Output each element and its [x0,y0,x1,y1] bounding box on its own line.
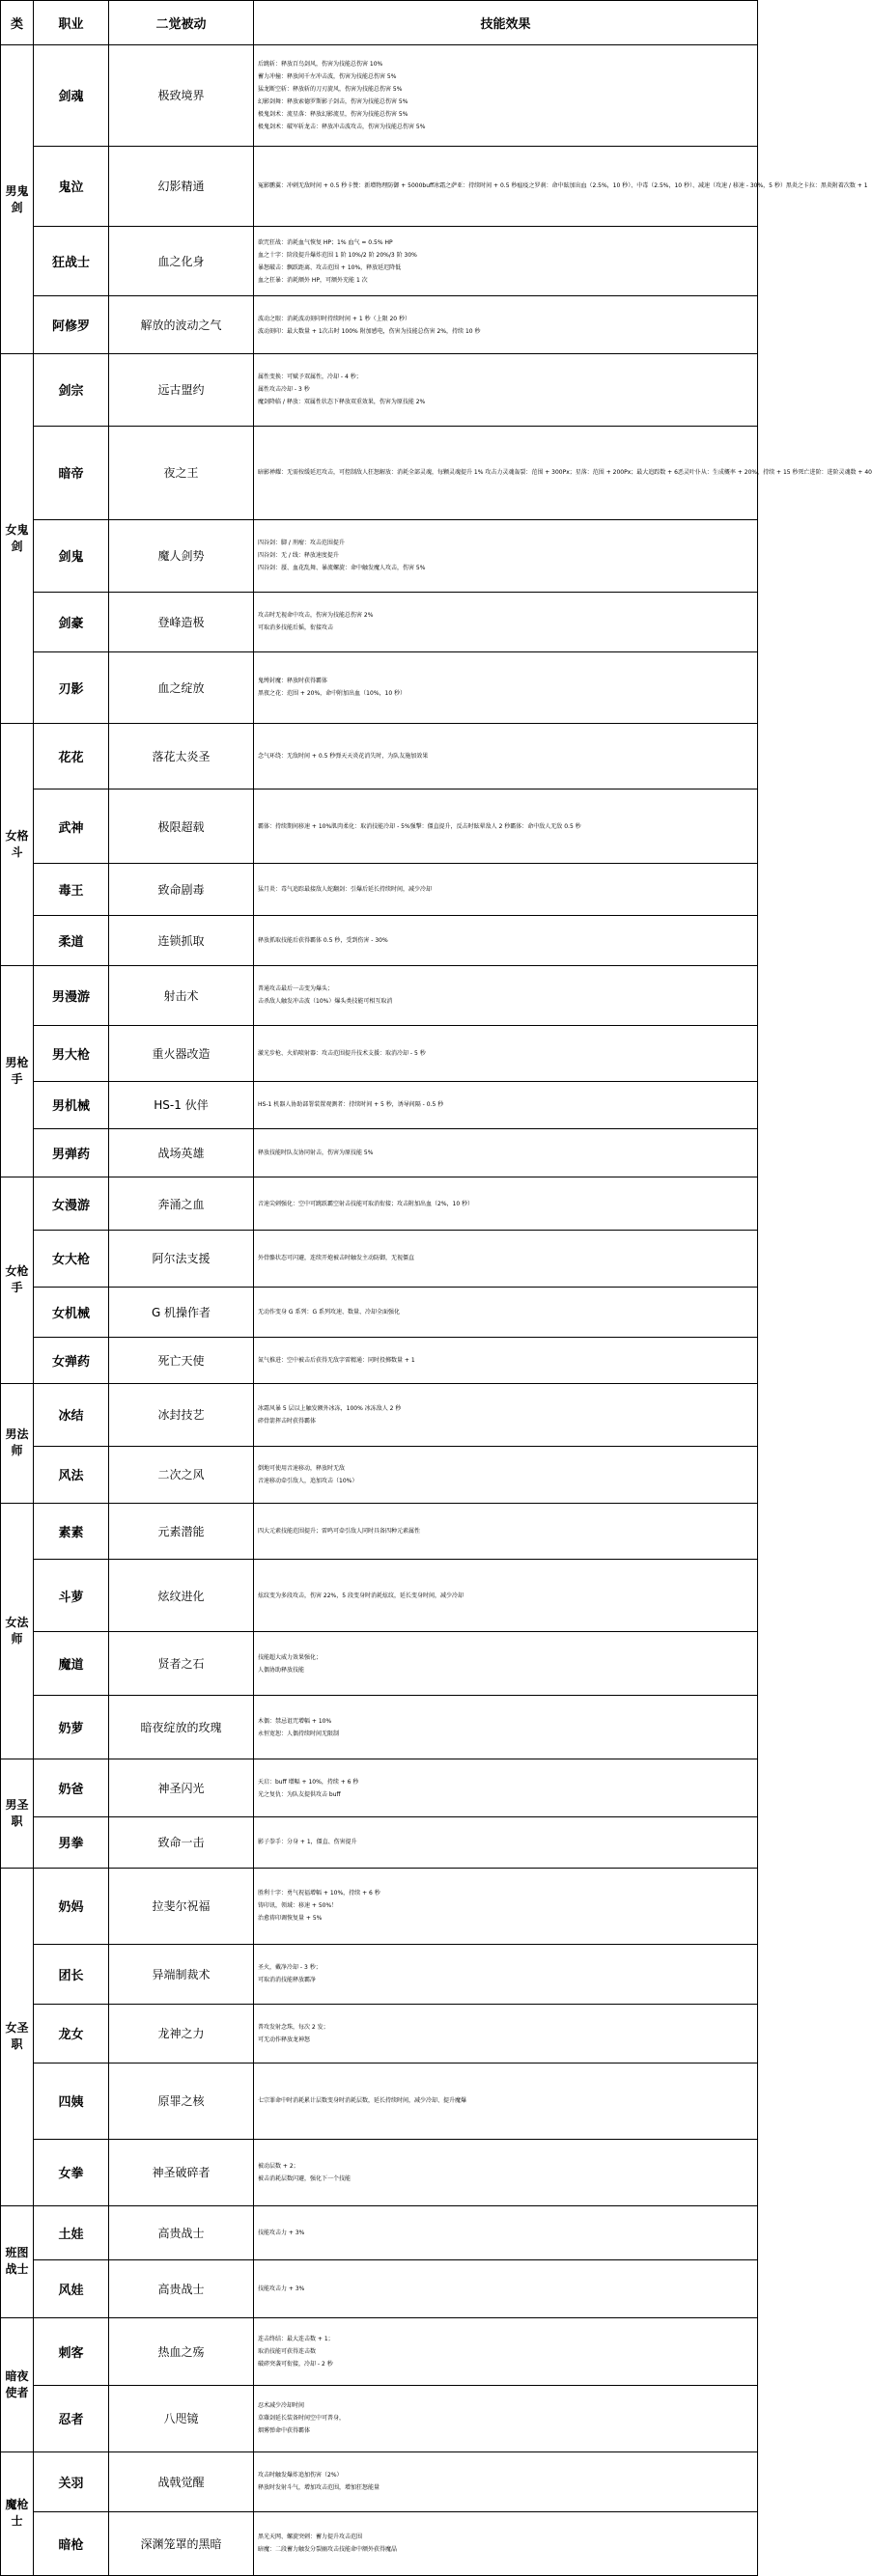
effect-line: 音速移动牵引敌人，追加攻击（10%） [258,1477,358,1484]
table-row [1,2385,758,2451]
job-cell: 女机械 [34,1287,109,1338]
effect-cell [254,651,758,723]
effect-cell [254,1632,758,1696]
effect-line: 外骨骼状态可闪避，连续开炮被击时触发主动防御，无视僵直 [258,1255,415,1262]
passive-cell: 夜之王 [109,427,254,519]
effect-line: 激光步枪、火焰喷射器：攻击范围提升技术支援：取消冷却 - 5 秒 [258,1049,426,1057]
effect-cell [254,1081,758,1128]
table-row [1,2005,758,2064]
job-cell: 奶妈 [34,1868,109,1944]
category-cell: 暗夜使者 [1,2317,34,2451]
effect-cell [254,1025,758,1081]
table-row [1,146,758,226]
job-cell: 暗帝 [34,427,109,519]
effect-cell [254,2140,758,2206]
effect-line: 铸印讯，领域：移速 + 50%！ [258,1902,338,1910]
effect-cell [254,427,872,519]
effect-line: 光之复仇：为队友提供攻击 buff [258,1790,341,1798]
table-row [1,1338,758,1384]
passive-cell: 拉斐尔祝福 [109,1868,254,1944]
effect-cell [254,1560,758,1632]
job-cell: 风娃 [34,2260,109,2317]
effect-cell [254,226,758,296]
table-row [1,1446,758,1503]
passive-cell: 高贵战士 [109,2205,254,2260]
passive-cell: 二次之风 [109,1446,254,1503]
effect-cell [254,146,868,226]
header-row [1,1,758,45]
effect-line: 技能超大威力效果强化； [258,1653,323,1661]
table-row [1,1816,758,1868]
passive-cell: 幻影精通 [109,146,254,226]
passive-cell: G 机操作者 [109,1287,254,1338]
passive-cell: 血之化身 [109,226,254,296]
effect-line: 普通攻击最后一击变为爆头； [258,985,334,993]
job-cell: 土娃 [34,2205,109,2260]
table-row [1,2317,758,2385]
category-cell: 女格斗 [1,723,34,965]
effect-cell [254,1816,758,1868]
effect-cell [254,916,758,966]
passive-cell: 奔涌之血 [109,1177,254,1230]
job-cell: 暗枪 [34,2511,109,2575]
effect-line: 草薙剑延长装备时间空中可普身， [258,2415,346,2423]
table-row [1,1944,758,2004]
effect-line: 波动刻印：最大数量 + 1次击时 100% 附加感电，伤害为技能总伤害 2%，持续 10 秒 [258,327,481,335]
effect-line: 四谷剑：无 / 线：释放速度提升 [258,552,339,560]
effect-cell [254,965,758,1025]
job-cell: 男机械 [34,1081,109,1128]
passive-cell: 八咫镜 [109,2385,254,2451]
effect-line: 后跳斩：释放百鸟剑风，伤害为技能总伤害 10% [258,60,383,68]
effect-cell [254,2385,758,2451]
category-cell: 女圣职 [1,1868,34,2205]
effect-line: HS-1 机器人协助部署装置观测者：持续时间 + 5 秒，诱导间隔 - 0.5 秒 [258,1101,444,1109]
effect-line: 暗影禅耀：无需按缓延迟攻击，可控制敌人狂怒解放：消耗全部灵魂，每颗灵魂提升 1% 攻击力灵魂轰裂：范围 + 300Px；星落：范围 + 200Px；最大追踪数 + 6恶灵叶仆从：生成概率 + 20%，持续 + 15 秒死亡进阶：进阶灵魂数 + 40 [258,469,872,477]
passive-cell: 异端制裁术 [109,1944,254,2004]
effect-cell [254,353,758,426]
effect-line: 释放抓取技能后获得霸体 0.5 秒，受到伤害 - 30% [258,936,388,944]
job-cell: 剑鬼 [34,519,109,592]
effect-cell [254,1868,758,1944]
effect-cell [254,1944,758,2004]
effect-line: 被击消耗层数闪避，强化下一个技能 [258,2174,352,2182]
table-row [1,592,758,651]
effect-cell [254,2205,758,2260]
effect-cell [254,592,758,651]
passive-cell: 神圣破碎者 [109,2140,254,2206]
category-cell: 男鬼剑 [1,45,34,354]
effect-line: 击杀敌人触发冲击波（10%）爆头类技能可相互取消 [258,998,393,1006]
job-cell: 团长 [34,1944,109,2004]
table-row [1,1287,758,1338]
passive-cell: 深渊笼罩的黑暗 [109,2511,254,2575]
table-row [1,723,758,789]
passive-cell: 落花太炎圣 [109,723,254,789]
effect-line: 欲咒狂战：消耗血气恢复 HP；1% 血气 = 0.5% HP [258,238,393,246]
effect-line: 释放技能时队友协同射击，伤害为原技能 5% [258,1149,374,1156]
table-row [1,2511,758,2575]
job-cell: 冰结 [34,1383,109,1446]
effect-line: 猛龙断空斩：释放斩的刀刃旋风，伤害为技能总伤害 5% [258,85,403,93]
table-row [1,1632,758,1696]
table-row [1,519,758,592]
effect-line: 魔剑降临 / 释放：双属性状态下释放双重效果，伤害为原技能 2% [258,399,426,406]
effect-line: 人偶协助释放技能 [258,1666,305,1674]
table-row [1,1696,758,1759]
job-cell: 奶爸 [34,1759,109,1816]
effect-cell [254,1338,758,1384]
effect-line: 释放时发射斗气，增加攻击范围，增加狂怒能量 [258,2484,380,2492]
passive-cell: 热血之殇 [109,2317,254,2385]
effect-cell [254,1177,758,1230]
effect-line: 蓄力冲撞：释放间千左冲击波，伤害为技能总伤害 5% [258,72,397,80]
effect-cell [254,519,758,592]
table-row [1,1128,758,1177]
effect-line: 倒地可使用音速移动，释放时无敌 [258,1464,346,1472]
table-row [1,1231,758,1287]
table-row [1,1025,758,1081]
category-cell: 女鬼剑 [1,353,34,723]
table-row [1,2063,758,2139]
effect-line: 烟雾弹命中获得霸体 [258,2427,311,2435]
effect-line: 木偶：禁忌诅咒增幅 + 10% [258,1717,332,1725]
job-cell: 刺客 [34,2317,109,2385]
table-row [1,2140,758,2206]
effect-line: 幻影剑舞：释放索德罗斯影子剑击，伤害为技能总伤害 5% [258,97,408,105]
effect-line: 攻击时无视命中攻击，伤害为技能总伤害 2% [258,612,374,620]
job-cell: 男大枪 [34,1025,109,1081]
effect-cell [254,789,758,864]
passive-cell: 炫纹进化 [109,1560,254,1632]
job-cell: 龙女 [34,2005,109,2064]
effect-line: 破碎突袭可衔接，冷却 - 2 秒 [258,2360,333,2368]
effect-line: 氮气推进：空中被击后获得无敌字雷精通：同时投掷数量 + 1 [258,1357,415,1365]
table-row [1,226,758,296]
job-cell: 鬼泣 [34,146,109,226]
effect-line: 可无动作释放龙神怒 [258,2036,311,2043]
effect-line: 连击终结：最大连击数 + 1； [258,2335,334,2342]
effect-cell [254,1759,758,1816]
passive-cell: 血之绽放 [109,651,254,723]
effect-line: 四大元素技能范围提升；雷鸣可牵引敌人同时具备四种元素属性 [258,1528,421,1536]
table-row [1,296,758,353]
effect-line: 胜利十字：勇气祝福增幅 + 10%，持续 + 6 秒 [258,1890,380,1897]
job-cell: 四姨 [34,2063,109,2139]
effect-cell [254,2005,758,2064]
effect-line: 技能攻击力 + 3% [258,2230,305,2237]
effect-line: 炫纹变为多段攻击，伤害 22%，5 段变身时消耗炫纹，延长变身时间，减少冷却 [258,1592,464,1599]
effect-line: 鬼缚封魔：释放时获得霸体 [258,678,328,685]
passive-cell: 冰封技艺 [109,1383,254,1446]
job-cell: 男漫游 [34,965,109,1025]
effect-line: 四谷剑：蜃、血花乱舞、暴流螺旋：命中触发魔人攻击，伤害 5% [258,565,426,572]
passive-cell: 重火器改造 [109,1025,254,1081]
effect-line: 普攻发射念珠，每次 2 发； [258,2023,329,2031]
effect-cell [254,864,758,916]
effect-line: 极鬼剑术：破军斩龙击：释放冲击波攻击，伤害为技能总伤害 5% [258,123,426,130]
table-row [1,2451,758,2511]
job-cell: 毒王 [34,864,109,916]
job-cell: 素素 [34,1504,109,1560]
table-row [1,427,758,519]
category-cell: 魔枪士 [1,2451,34,2575]
passive-cell: 阿尔法支援 [109,1231,254,1287]
passive-cell: 致命剧毒 [109,864,254,916]
effect-line: 属性变换：可赋予双属性，冷却 - 4 秒； [258,374,362,381]
passive-cell: 远古盟约 [109,353,254,426]
effect-line: 技能攻击力 + 3% [258,2285,305,2293]
effect-cell [254,1383,758,1446]
effect-line: 攻击时触发爆炸追加伤害（2%） [258,2472,343,2479]
effect-cell [254,1287,758,1338]
passive-cell: 解放的波动之气 [109,296,254,353]
job-cell: 刃影 [34,651,109,723]
job-cell: 忍者 [34,2385,109,2451]
job-cell: 奶萝 [34,1696,109,1759]
job-cell: 女大枪 [34,1231,109,1287]
effect-line: 被动层数 + 2； [258,2162,299,2170]
category-cell: 女枪手 [1,1177,34,1383]
effect-cell [254,2511,758,2575]
passive-cell: 射击术 [109,965,254,1025]
effect-cell [254,2063,758,2139]
effect-line: 音速尖刺强化：空中可跳跃霸空射击技能可取消衔接；攻击附加出血（2%，10 秒） [258,1200,474,1207]
effect-line: 念气环绕：无敌时间 + 0.5 秒弹天天炎花消失时，为队友施加效果 [258,753,429,761]
effect-cell [254,45,758,146]
table-row [1,45,758,146]
passive-cell: 战戟觉醒 [109,2451,254,2511]
effect-line: 无动作变身 G 系列：G 系列攻速、数量、冷却全面强化 [258,1308,401,1316]
table-row [1,864,758,916]
effect-cell [254,1231,758,1287]
effect-cell [254,2260,758,2317]
passive-cell: 极致境界 [109,45,254,146]
effect-line: 暴怒破击：飘跃距离、攻击范围 + 10%，释放延迟降低 [258,263,402,271]
effect-line: 治愈祷印调恢复量 + 5% [258,1915,323,1923]
job-cell: 阿修罗 [34,296,109,353]
table-row [1,2260,758,2317]
job-cell: 关羽 [34,2451,109,2511]
table-row [1,1560,758,1632]
passive-cell: 龙神之力 [109,2005,254,2064]
table-row [1,1383,758,1446]
job-cell: 柔道 [34,916,109,966]
passive-cell: 登峰造极 [109,592,254,651]
passive-cell: 元素潜能 [109,1504,254,1560]
passive-cell: HS-1 伙伴 [109,1081,254,1128]
effect-line: 圣火，戴净冷却 - 3 秒； [258,1964,322,1972]
passive-cell: 致命一击 [109,1816,254,1868]
job-cell: 女拳 [34,2140,109,2206]
effect-line: 可取消多技能后摇，衔接攻击 [258,624,334,632]
effect-line: 四谷剑：脚 / 刑瘤：攻击范围提升 [258,540,345,547]
passive-cell: 原罪之核 [109,2063,254,2139]
job-cell: 男拳 [34,1816,109,1868]
table-row [1,651,758,723]
job-cell: 剑宗 [34,353,109,426]
passive-cell: 极限超载 [109,789,254,864]
job-cell: 风法 [34,1446,109,1503]
header-passive: 二觉被动 [109,1,254,45]
effect-cell [254,1128,758,1177]
effect-line: 永恒宽恕：人偶持续时间无限制 [258,1730,340,1737]
effect-line: 属性攻击冷却 - 3 秒 [258,386,310,394]
effect-line: 忍术减少冷却时间 [258,2402,305,2410]
category-cell: 班图战士 [1,2205,34,2317]
effect-line: 波动之眼：消耗波动刻印时持续时间 + 1 秒（上限 20 秒） [258,315,411,322]
job-cell: 武神 [34,789,109,864]
effect-cell [254,1504,758,1560]
effect-cell [254,2451,758,2511]
passive-cell: 魔人剑势 [109,519,254,592]
effect-cell [254,2317,758,2385]
job-cell: 狂战士 [34,226,109,296]
passive-cell: 高贵战士 [109,2260,254,2317]
effect-line: 天启：buff 增幅 + 10%，持续 + 6 秒 [258,1778,359,1786]
effect-line: 血之十字：阶段提升爆炸范围 1 阶 10%/2 阶 20%/3 阶 30% [258,251,417,259]
category-cell: 男法师 [1,1383,34,1503]
effect-line: 暗魔：二段蓄力触发分裂幽攻击技能命中额外获得魔晶 [258,2546,398,2554]
category-cell: 男枪手 [1,965,34,1177]
table-row [1,353,758,426]
effect-line: 冤影鹏翼：冲刺无敌时间 + 0.5 秒卡赞：新增物理防御 + 5000buff冰霜之萨亚：持续时间 + 0.5 秒瘟疫之罗刹：命中眩加出血（2.5%，10 秒）、中毒（2.5%，10 秒）、减速（攻速 / 移速 - 30%，5 秒）黑炎之卡拉：黑炎附着次数 + 1 [258,182,868,190]
effect-cell [254,296,758,353]
category-cell: 女法师 [1,1504,34,1759]
passive-cell: 战场英雄 [109,1128,254,1177]
table-row [1,1177,758,1230]
effect-cell [254,1696,758,1759]
passive-cell: 神圣闪光 [109,1759,254,1816]
passive-cell: 贤者之石 [109,1632,254,1696]
effect-line: 冰霜风暴 5 层以上触发额外冰冻，100% 冰冻敌人 2 秒 [258,1404,402,1412]
header-category: 类 [1,1,34,45]
table-row [1,1759,758,1816]
effect-line: 黑光天网、螺旋突刺：蓄力提升攻击范围 [258,2534,363,2541]
job-cell: 剑豪 [34,592,109,651]
effect-cell [254,723,758,789]
passive-cell: 连锁抓取 [109,916,254,966]
effect-line: 取消技能可获得连击数 [258,2347,317,2355]
job-cell: 魔道 [34,1632,109,1696]
passive-cell: 死亡天使 [109,1338,254,1384]
effect-line: 七宗罪命中时消耗累计层数变身时消耗层数，延长持续时间，减少冷却、提升魔爆 [258,2097,467,2105]
table-row [1,916,758,966]
job-cell: 剑魂 [34,45,109,146]
effect-cell [254,1446,758,1503]
job-cell: 女漫游 [34,1177,109,1230]
table-row [1,965,758,1025]
table-row [1,1081,758,1128]
table-row [1,2205,758,2260]
effect-line: 影子拳手：分身 + 1，僵直、伤害提升 [258,1839,357,1846]
effect-line: 血之狂暴：消耗额外 HP，可额外充能 1 次 [258,276,368,284]
header-effect: 技能效果 [254,1,758,45]
job-cell: 男弹药 [34,1128,109,1177]
effect-line: 可取消消技能释放霸净 [258,1977,317,1984]
effect-line: 猛月炎：毒气追踪最接敌人蛇翻剑：引爆后延长持续时间，减少冷却 [258,886,433,894]
header-job: 职业 [34,1,109,45]
table-row [1,789,758,864]
job-cell: 花花 [34,723,109,789]
job-cell: 斗萝 [34,1560,109,1632]
table-row [1,1868,758,1944]
table-row [1,1504,758,1560]
effect-line: 极鬼剑术：流星落：释放幻影流星，伤害为技能总伤害 5% [258,110,408,118]
passive-cell: 暗夜绽放的玫瑰 [109,1696,254,1759]
effect-line: 霸体：持续期间移速 + 10%肌肉柔化：取消技能冷却 - 5%强撃：僵直提升，反击时眩晕敌人 2 秒霸体：命中敌人无敌 0.5 秒 [258,822,581,830]
category-cell: 男圣职 [1,1759,34,1868]
effect-line: 黑夜之花：范围 + 20%，命中附加出血（10%，10 秒） [258,690,407,698]
effect-line: 碎骨箭挥击时获得霸体 [258,1417,317,1425]
job-cell: 女弹药 [34,1338,109,1384]
